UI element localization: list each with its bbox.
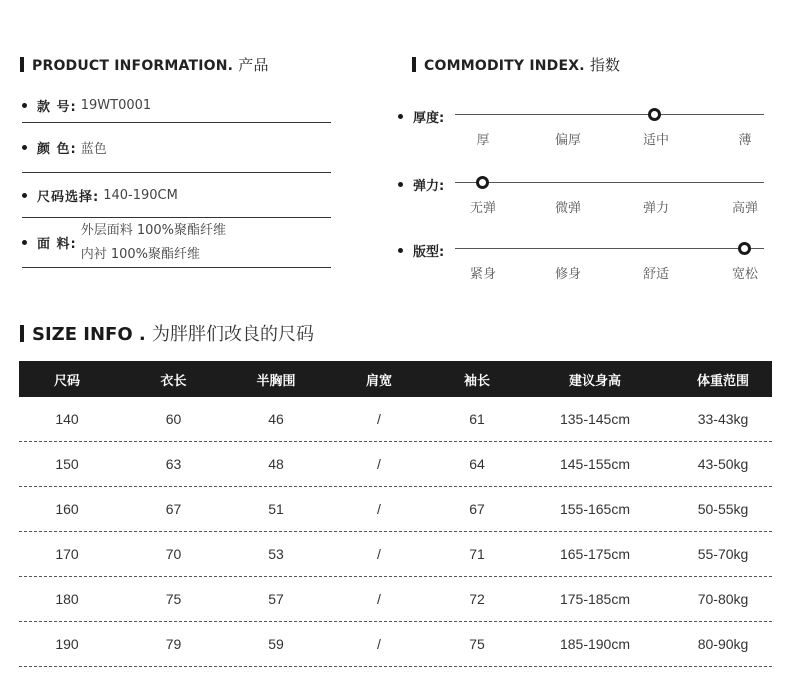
bullet-dot (398, 114, 403, 119)
product-info-row-style (22, 89, 331, 123)
header-size: 尺码 (53, 373, 80, 389)
elasticity-label: 弹力: (398, 175, 444, 194)
scale-line (455, 182, 764, 183)
cell-length: 75 (165, 591, 182, 607)
commodity-index-header (412, 54, 620, 75)
cell-weight: 33-43kg (697, 411, 749, 427)
table-row (19, 577, 772, 622)
option-tight: 紧身 (469, 267, 496, 282)
cell-sleeve: 61 (469, 411, 485, 427)
cell-half-chest: 46 (268, 411, 284, 427)
selected-marker (738, 242, 751, 255)
bullet-dot (22, 240, 27, 245)
commodity-index-title (424, 54, 620, 75)
fit-label: 版型: (398, 241, 444, 260)
cell-height: 135-145cm (559, 411, 631, 427)
option-slightly-thick: 偏厚 (554, 133, 581, 148)
bullet-dot (398, 182, 403, 187)
cell-shoulder: / (377, 501, 381, 517)
selected-marker (476, 176, 489, 189)
header-sleeve: 袖长 (463, 373, 490, 389)
header-shoulder: 肩宽 (365, 373, 392, 389)
cell-half-chest: 59 (268, 636, 284, 652)
size-table (19, 361, 772, 667)
cell-half-chest: 51 (268, 501, 284, 517)
cell-weight: 55-70kg (697, 546, 749, 562)
bullet-dot (22, 103, 27, 108)
cell-length: 79 (165, 636, 182, 652)
index-row-fit (398, 241, 768, 301)
bullet-dot (22, 145, 27, 150)
product-info-header (20, 54, 269, 75)
cell-length: 60 (165, 411, 182, 427)
cell-height: 165-175cm (559, 546, 631, 562)
section-bar (20, 57, 24, 72)
option-loose: 宽松 (731, 267, 758, 282)
commodity-index-title-en: COMMODITY INDEX. (424, 58, 585, 74)
size-select-label: 尺码选择: (37, 189, 100, 205)
cell-size: 190 (55, 636, 79, 652)
option-comfort: 舒适 (642, 267, 669, 282)
cell-shoulder: / (377, 411, 381, 427)
table-row (19, 532, 772, 577)
style-value: 19WT0001 (80, 98, 152, 113)
section-bar (412, 57, 416, 72)
table-row (19, 487, 772, 532)
bullet-dot (22, 193, 27, 198)
index-row-thickness (398, 107, 768, 167)
cell-size: 140 (55, 411, 79, 427)
style-label: 款 号: (37, 100, 77, 115)
product-info-title (32, 54, 269, 75)
thickness-label: 厚度: (398, 107, 444, 126)
cell-shoulder: / (377, 591, 381, 607)
commodity-index-title-cn: 指数 (589, 56, 621, 74)
scale-line (455, 248, 764, 249)
fabric-label: 面 料: (37, 237, 77, 252)
cell-weight: 50-55kg (697, 501, 749, 517)
cell-shoulder: / (377, 636, 381, 652)
cell-length: 70 (165, 546, 182, 562)
cell-sleeve: 71 (469, 546, 485, 562)
table-header (19, 361, 772, 397)
size-select-value: 140-190CM (103, 187, 178, 203)
cell-sleeve: 67 (469, 501, 485, 517)
color-value: 蓝色 (80, 142, 107, 157)
cell-weight: 70-80kg (697, 591, 749, 607)
cell-length: 63 (165, 456, 182, 472)
table-row (19, 442, 772, 487)
fabric-lining: 内衬 100%聚酯纤维 (80, 246, 201, 262)
table-row (19, 397, 772, 442)
cell-shoulder: / (377, 456, 381, 472)
fabric-outer: 外层面料 100%聚酯纤维 (80, 222, 227, 238)
table-row (19, 622, 772, 667)
scale-line (455, 114, 764, 115)
cell-weight: 43-50kg (697, 456, 749, 472)
cell-length: 67 (165, 501, 182, 517)
header-height: 建议身高 (568, 373, 621, 389)
option-high-stretch: 高弹 (731, 201, 758, 216)
size-info-header (20, 320, 314, 346)
size-info-title-cn: 为胖胖们改良的尺码 (152, 324, 315, 345)
fabric-value (81, 219, 226, 267)
option-thin: 薄 (738, 133, 752, 148)
header-weight: 体重范围 (696, 373, 749, 389)
cell-size: 160 (55, 501, 79, 517)
option-stretch: 弹力 (642, 201, 669, 216)
option-thick: 厚 (476, 133, 490, 148)
cell-height: 185-190cm (559, 636, 631, 652)
cell-sleeve: 64 (469, 456, 485, 472)
index-row-elasticity (398, 175, 768, 235)
product-info-row-color (22, 123, 331, 173)
option-slim: 修身 (554, 267, 581, 282)
product-info-title-cn: 产品 (238, 56, 269, 74)
option-medium: 适中 (642, 133, 669, 148)
cell-size: 180 (55, 591, 79, 607)
cell-half-chest: 53 (268, 546, 284, 562)
product-info-row-size (22, 173, 331, 218)
size-info-title-en: SIZE INFO . (32, 324, 146, 345)
cell-height: 175-185cm (559, 591, 631, 607)
option-no-stretch: 无弹 (469, 201, 496, 216)
product-info-title-en: PRODUCT INFORMATION. (32, 58, 234, 74)
header-half-chest: 半胸围 (256, 373, 296, 389)
section-bar (20, 325, 24, 342)
cell-sleeve: 72 (469, 591, 485, 607)
selected-marker (648, 108, 661, 121)
cell-weight: 80-90kg (697, 636, 749, 652)
option-slight-stretch: 微弹 (554, 201, 581, 216)
cell-size: 150 (55, 456, 79, 472)
cell-size: 170 (55, 546, 79, 562)
product-info-row-fabric (22, 218, 331, 268)
bullet-dot (398, 248, 403, 253)
size-info-title (32, 320, 314, 346)
cell-half-chest: 57 (268, 591, 284, 607)
color-label: 颜 色: (37, 142, 77, 157)
cell-half-chest: 48 (268, 456, 284, 472)
cell-shoulder: / (377, 546, 381, 562)
cell-height: 155-165cm (559, 501, 631, 517)
cell-sleeve: 75 (469, 636, 485, 652)
cell-height: 145-155cm (559, 456, 631, 472)
header-length: 衣长 (160, 373, 187, 389)
